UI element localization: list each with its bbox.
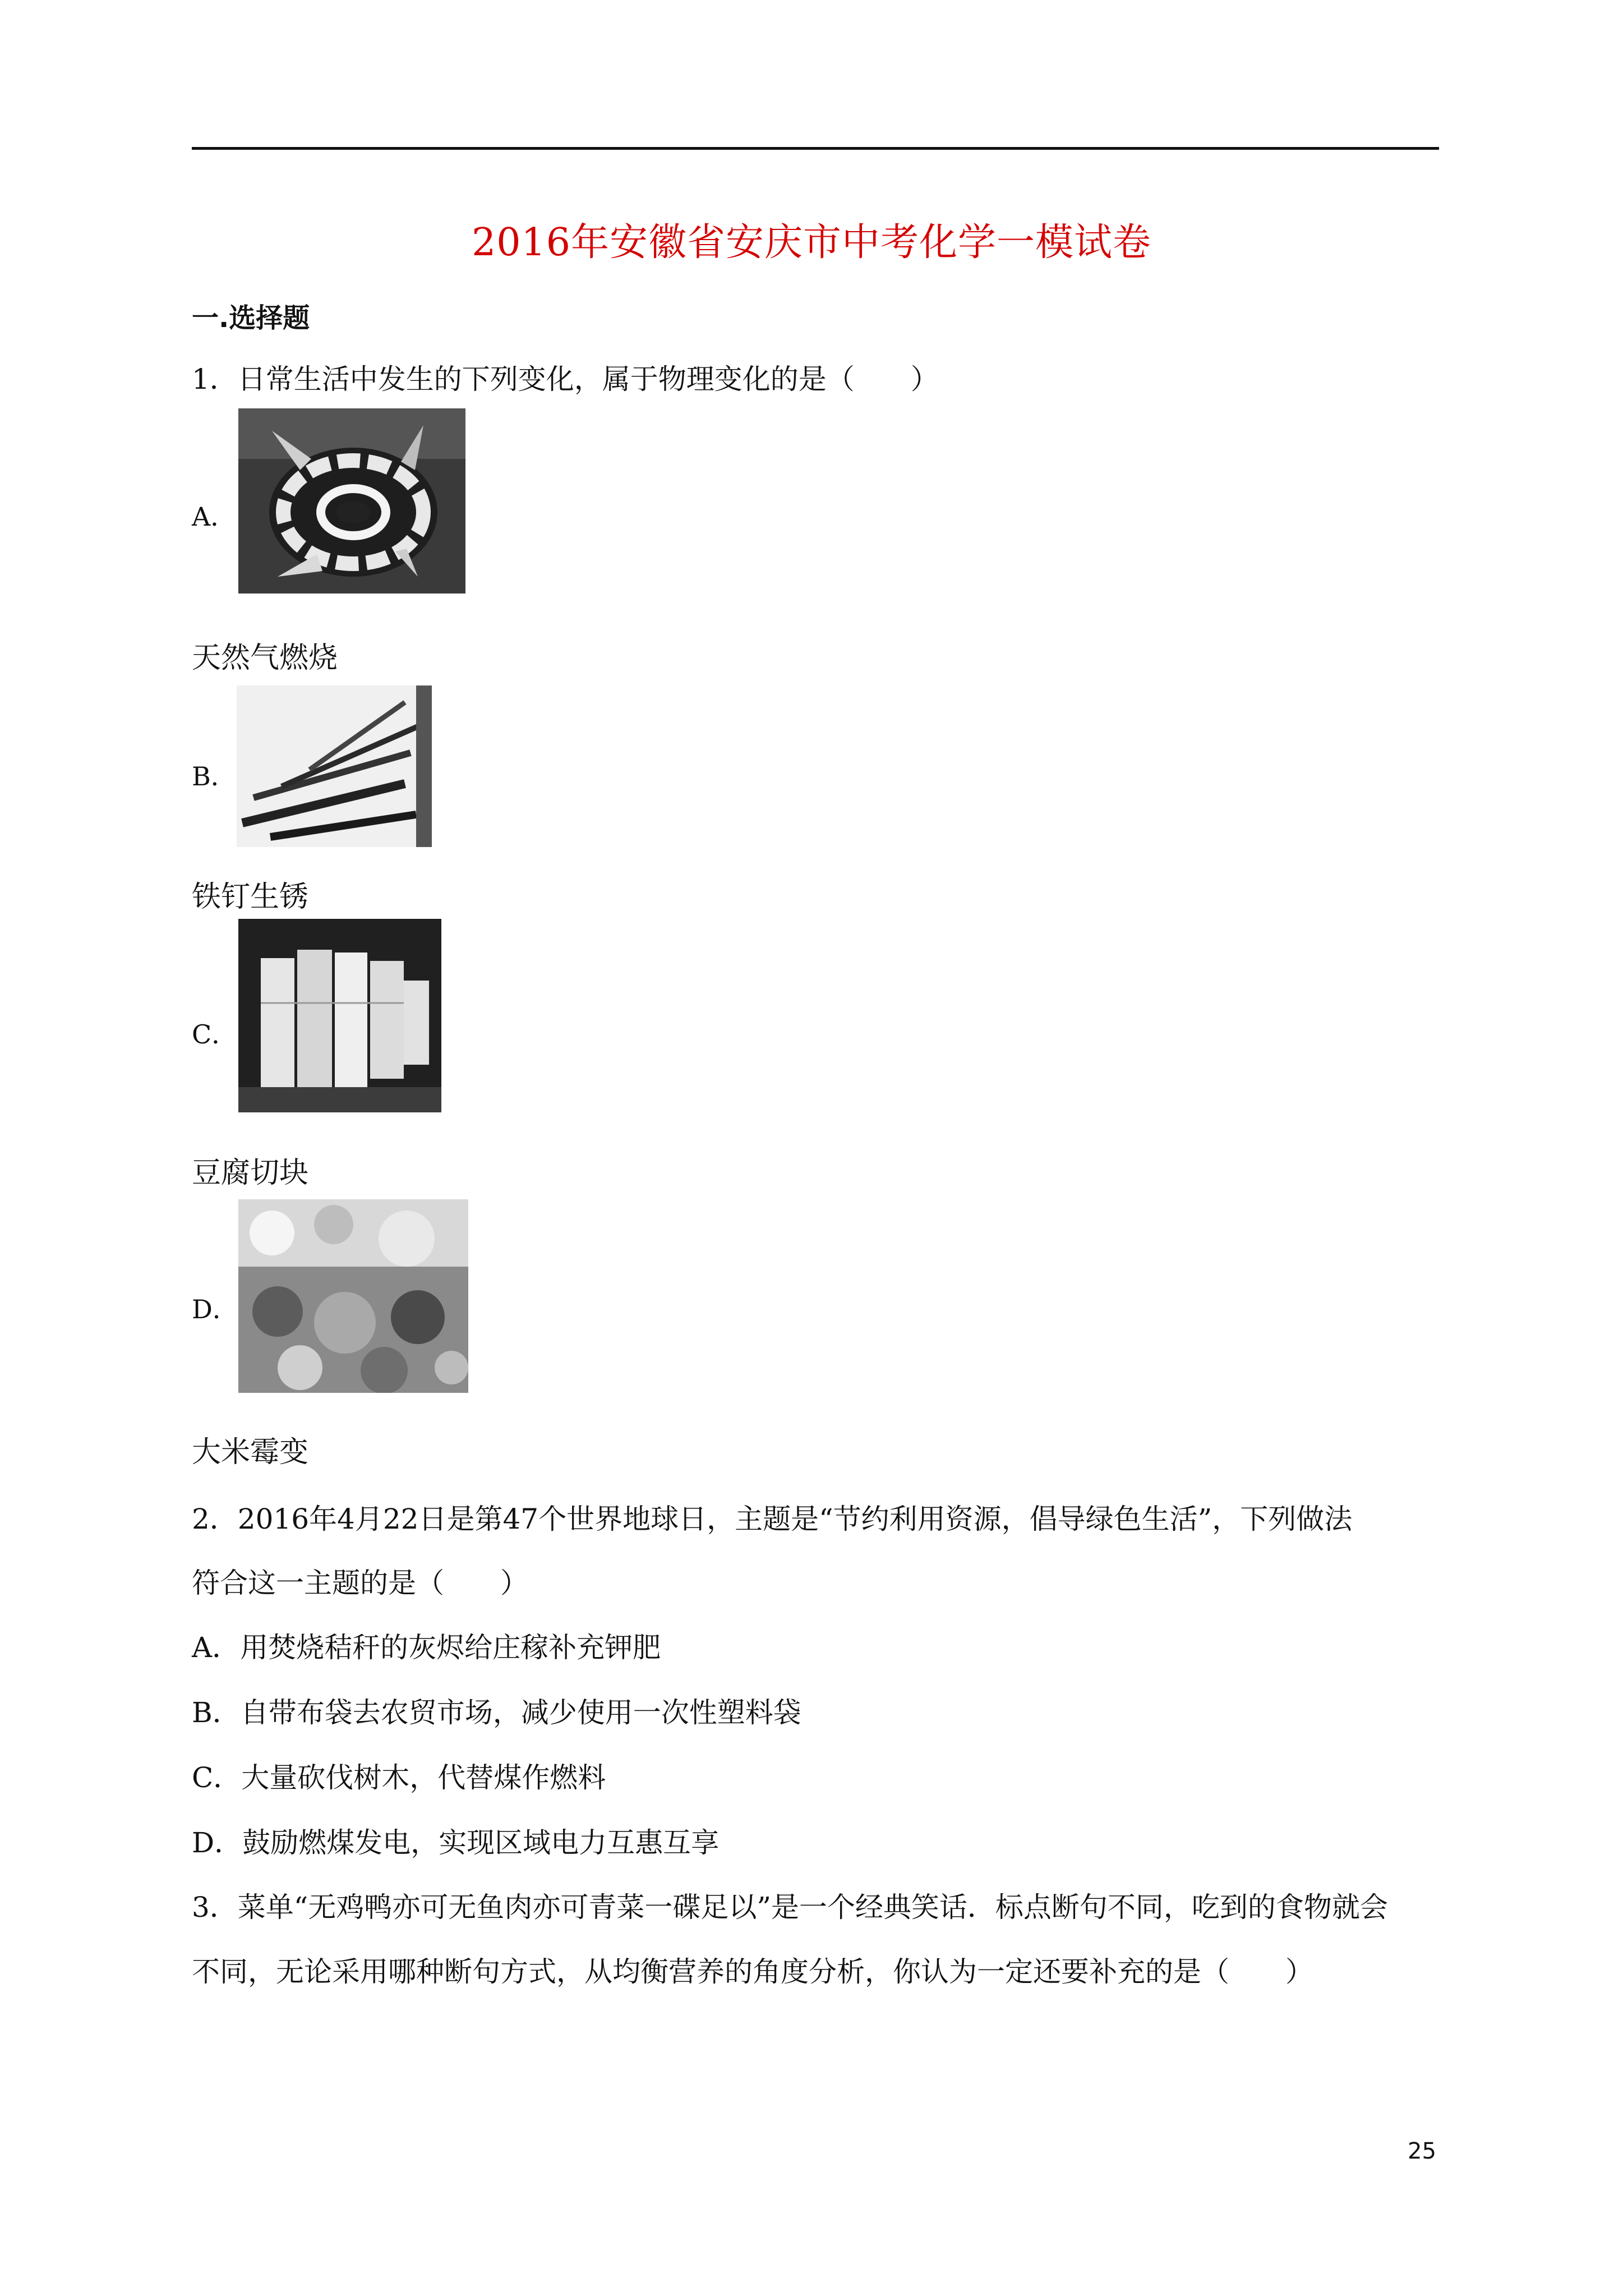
- q1-option-b-letter: B．: [192, 761, 237, 792]
- q1-option-a-letter: A．: [192, 501, 237, 532]
- q1-option-c-caption: 豆腐切块: [192, 1156, 309, 1190]
- page-title: 2016年安徽省安庆市中考化学一模试卷: [471, 220, 1152, 265]
- q2-option-d: D．鼓励燃煤发电，实现区域电力互惠互享: [192, 1826, 720, 1859]
- moldy-rice-photo: [238, 1199, 468, 1393]
- q1-option-d-letter: D．: [192, 1294, 238, 1324]
- q2-option-c: C．大量砍伐树木，代替煤作燃料: [192, 1761, 606, 1794]
- q3-stem-line-2: 不同，无论采用哪种断句方式，从均衡营养的角度分析，你认为一定还要补充的是（ ）: [192, 1955, 1313, 1988]
- q2-option-b: B．自带布袋去农贸市场，减少使用一次性塑料袋: [192, 1696, 801, 1729]
- q2-option-a: A．用焚烧秸秆的灰烬给庄稼补充钾肥: [192, 1631, 661, 1664]
- section-heading: 一.选择题: [192, 302, 310, 334]
- rusty-nails-photo: [237, 685, 432, 847]
- q2-stem-line-1: 2．2016年4月22日是第47个世界地球日，主题是“节约利用资源，倡导绿色生活”，下列做法: [192, 1503, 1353, 1535]
- q2-stem-line-2: 符合这一主题的是（ ）: [192, 1567, 528, 1599]
- header-rule: [192, 147, 1439, 150]
- gas-flame-photo: [238, 408, 465, 593]
- tofu-blocks-photo: [238, 919, 441, 1112]
- q1-stem: 1．日常生活中发生的下列变化，属于物理变化的是（ ）: [192, 363, 939, 395]
- q1-option-c-letter: C．: [192, 1019, 238, 1050]
- q1-option-d-caption: 大米霉变: [192, 1435, 309, 1469]
- q1-option-b-caption: 铁钉生锈: [192, 880, 309, 914]
- q3-stem-line-1: 3．菜单“无鸡鸭亦可无鱼肉亦可青菜一碟足以”是一个经典笑话．标点断句不同，吃到的食物就会: [192, 1891, 1388, 1924]
- page-number: 25: [1408, 2138, 1436, 2164]
- q1-option-a-caption: 天然气燃烧: [192, 641, 338, 675]
